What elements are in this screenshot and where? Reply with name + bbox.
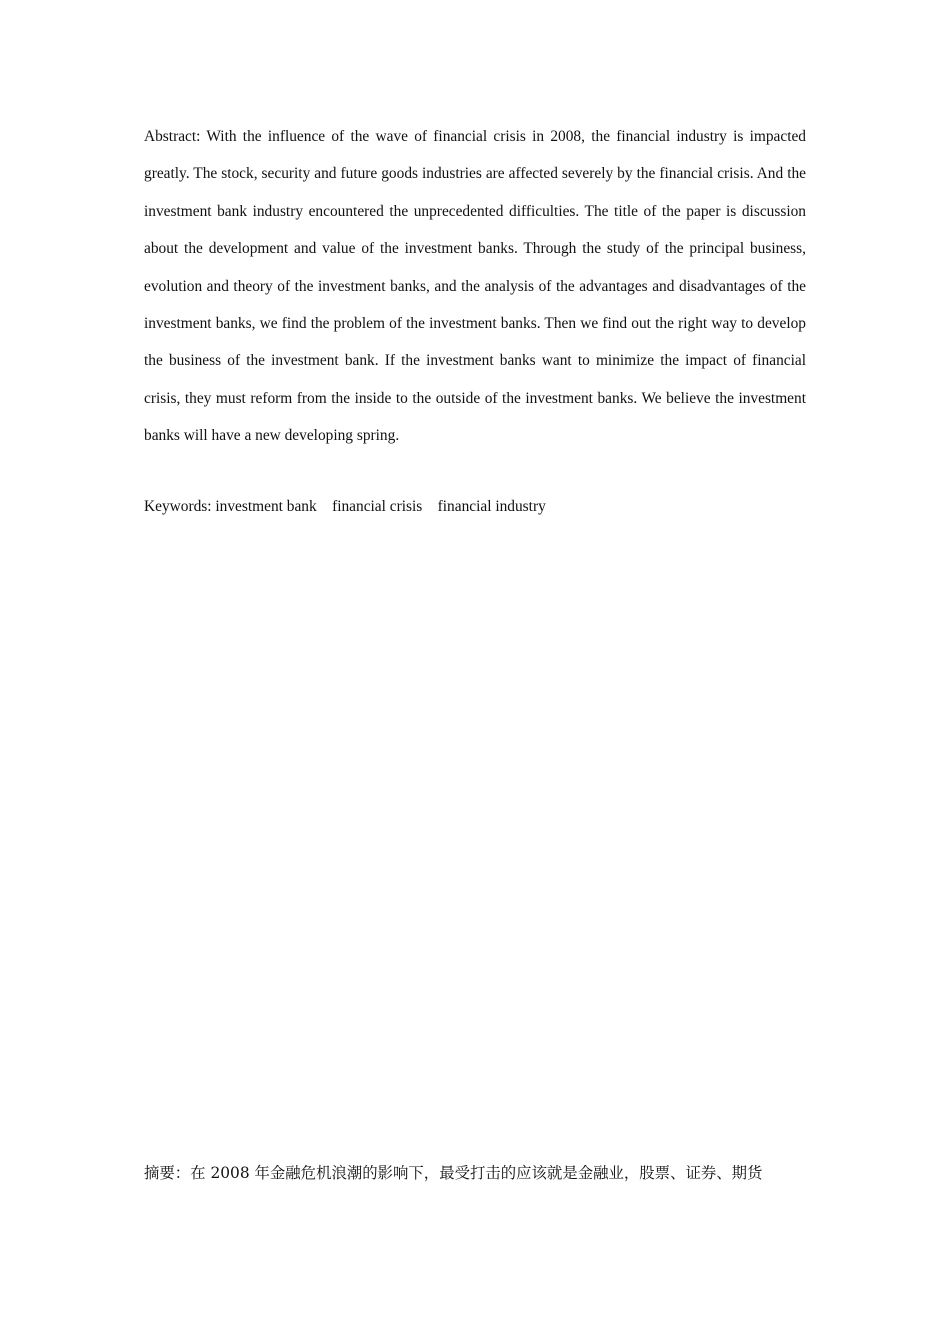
english-abstract-paragraph: Abstract: With the influence of the wave of financial crisis in 2008, the financial industry is impacted greatly. The stock, security and future goods industries are affected severely by the financial crisis. And the investment bank industry encountered the unprecedented difficulties. The title of the paper is discussion about the development and value of the investment banks. Through the study of the principal business, evolution and theory of the investment banks, and the analysis of the advantages and disadvantages of the investment banks, we find the problem of the investment banks. Then we find out the right way to develop the business of the investment bank. If the investment banks want to minimize the impact of financial crisis, they must reform from the inside to the outside of the investment banks. We believe the investment banks will have a new developing spring. [144, 128, 806, 445]
english-keywords-line: Keywords: investment bank financial crisis financial industry [144, 498, 546, 515]
chinese-abstract-paragraph: 摘要：在 2008 年金融危机浪潮的影响下，最受打击的应该就是金融业，股票、证券、期货 [144, 1164, 763, 1182]
